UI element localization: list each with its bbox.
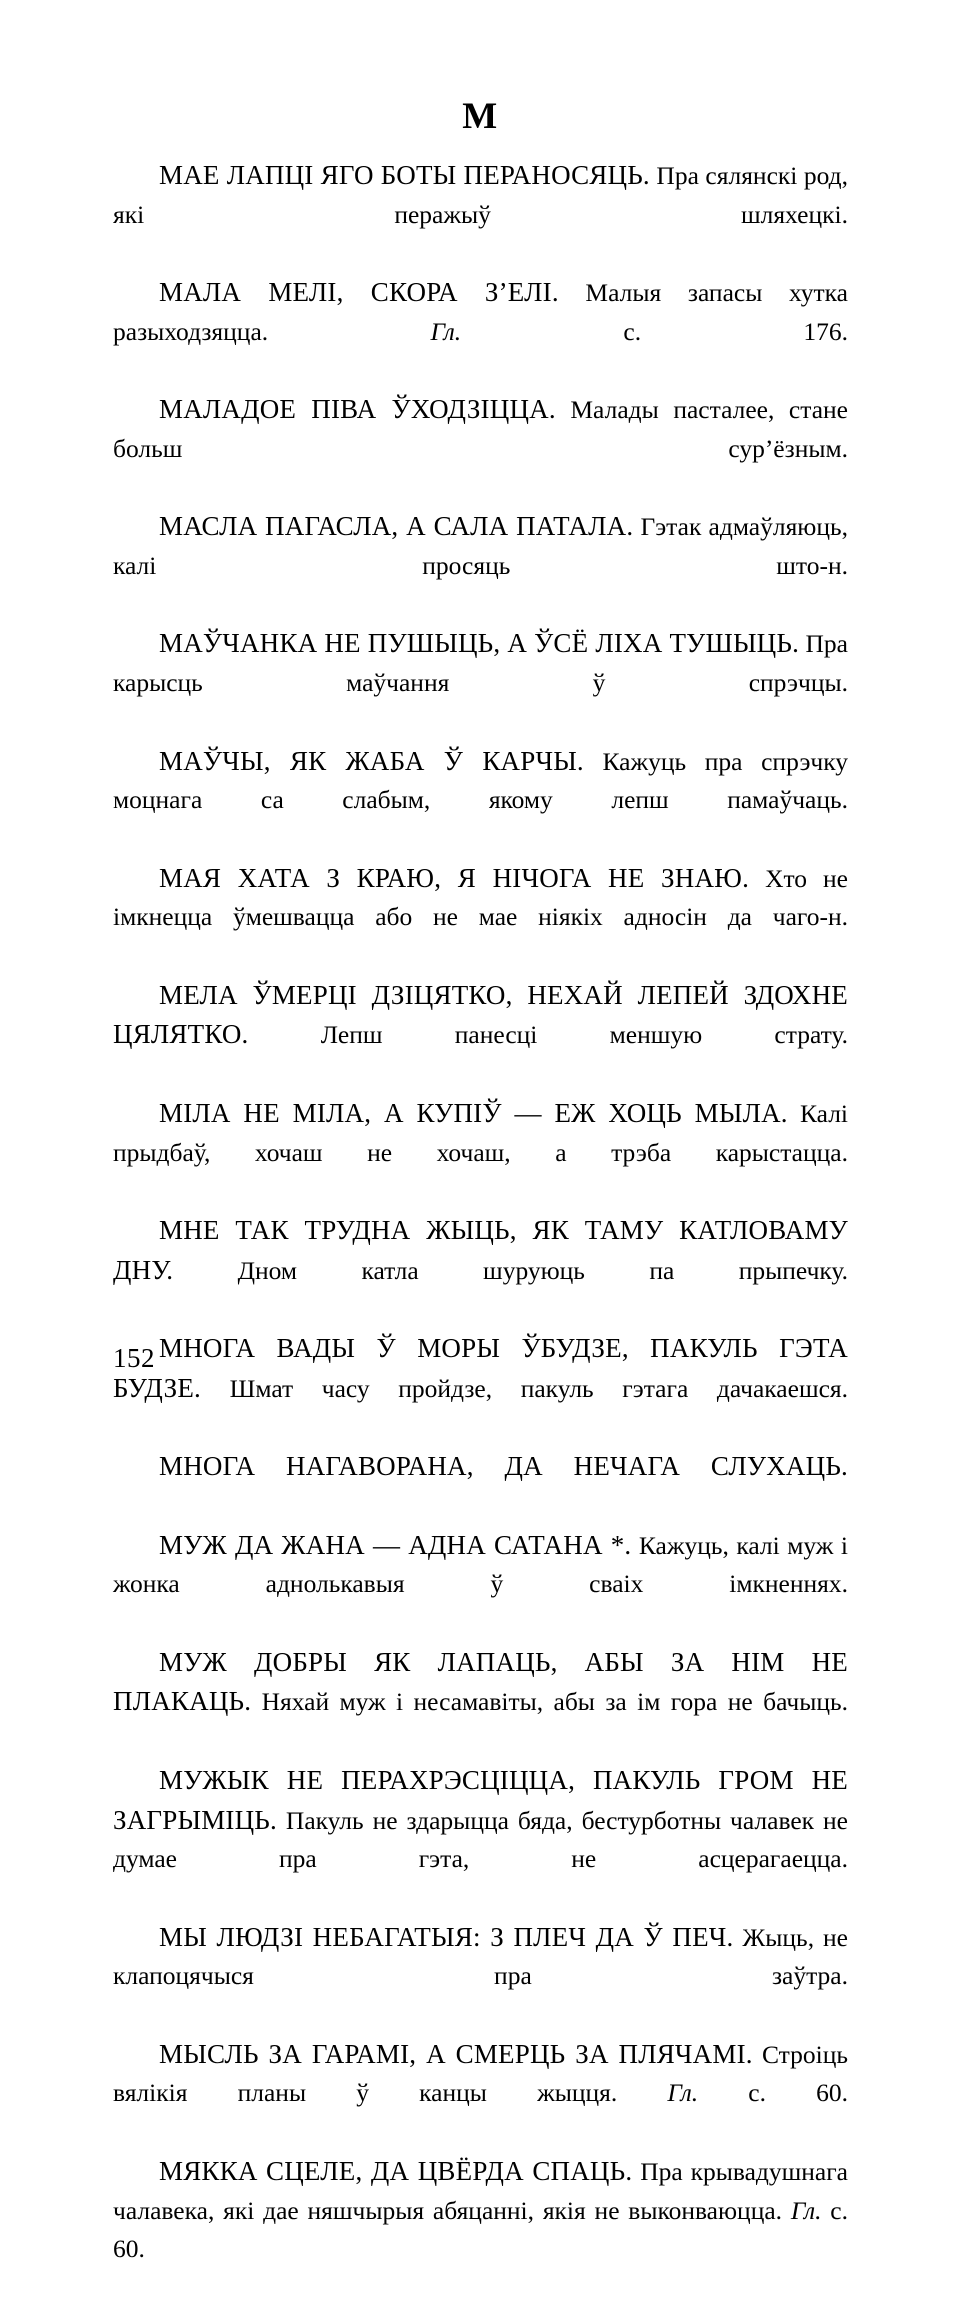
dictionary-entry	[113, 156, 848, 273]
entry-headword: МЫСЛЬ ЗА ГАРАМІ, А СМЕРЦЬ ЗА ПЛЯЧАМІ.	[159, 2038, 753, 2069]
entry-list	[113, 156, 848, 2308]
entry-headword: МАЎЧАНКА НЕ ПУШЫЦЬ, А ЎСЁ ЛІХА ТУШЫЦЬ.	[159, 628, 800, 659]
page-number: 152	[113, 1343, 155, 1373]
section-letter-heading: М	[462, 96, 498, 137]
entry-explanation: Пра карысць маўчання ў спрэчцы.	[113, 629, 848, 698]
entry-explanation: Калі прыдбаў, хочаш не хочаш, а трэба карыстацца.	[113, 1098, 849, 1167]
entry-headword: МНОГА НАГАВОРАНА, ДА НЕЧАГА СЛУХАЦЬ.	[159, 1451, 848, 1482]
dictionary-entry	[113, 1094, 848, 1211]
entry-explanation: Шмат часу пройдзе, пакуль гэтага дачакаешся.	[201, 1373, 848, 1403]
entry-headword: МУЖЫК НЕ ПЕРАХРЭСЦІЦЦА, ПАКУЛЬ ГРОМ НЕ ЗАГРЫМІЦЬ.	[113, 1764, 848, 1835]
dictionary-entry	[113, 624, 848, 741]
entry-explanation: Хто не імкнецца ўмешвацца або не мае ніякіх адносін да чаго-н.	[113, 863, 849, 932]
entry-headword: МЫ ЛЮДЗІ НЕБАГАТЫЯ: З ПЛЕЧ ДА Ў ПЕЧ.	[159, 1921, 734, 1952]
entry-headword: МНОГА ВАДЫ Ў МОРЫ ЎБУДЗЕ, ПАКУЛЬ ГЭТА БУДЗЕ.	[113, 1333, 848, 1403]
dictionary-entry	[113, 1761, 848, 1918]
entry-explanation: Малады пасталее, стане больш сур’ёзным.	[113, 395, 848, 463]
entry-headword: МНЕ ТАК ТРУДНА ЖЫЦЬ, ЯК ТАМУ КАТЛОВАМУ ДНУ.	[113, 1214, 848, 1285]
dictionary-entry	[113, 507, 848, 624]
entry-cross-reference-label: Гл.	[790, 2195, 822, 2225]
entry-explanation: Строіць вялікія планы ў канцы жыцця.	[113, 2039, 848, 2108]
entry-cross-reference-page: с. 60.	[113, 2195, 848, 2264]
entry-cross-reference-label: Гл.	[430, 316, 462, 346]
entry-explanation: Пра сялянскі род, які перажыў шляхецкі.	[113, 161, 848, 229]
entry-headword: МАЕ ЛАПЦІ ЯГО БОТЫ ПЕРАНОСЯЦЬ.	[159, 160, 650, 190]
dictionary-entry	[113, 1918, 848, 2035]
entry-explanation: Малыя запасы хутка разыходзяцца.	[113, 278, 848, 346]
dictionary-entry	[113, 859, 848, 976]
dictionary-entry	[113, 1447, 848, 1525]
entry-explanation: Дном катла шуруюць па прыпечку.	[173, 1255, 848, 1285]
entry-explanation: Пра крывадушнага чалавека, які дае няшчырыя абяцанні, якія не выконваюцца.	[113, 2156, 848, 2225]
entry-cross-reference-page: с. 176.	[461, 316, 848, 346]
dictionary-entry	[113, 2152, 848, 2308]
dictionary-entry	[113, 742, 848, 859]
entry-headword: МАЛАДОЕ ПІВА ЎХОДЗІЦЦА.	[159, 394, 556, 425]
entry-cross-reference-page: с. 60.	[698, 2078, 848, 2108]
dictionary-entry	[113, 976, 848, 1094]
entry-explanation: Кажуць, калі муж і жонка аднолькавыя ў сваіх імкненнях.	[113, 1530, 848, 1599]
entry-headword: МУЖ ДА ЖАНА — АДНА САТАНА *.	[159, 1529, 632, 1560]
entry-headword: МУЖ ДОБРЫ ЯК ЛАПАЦЬ, АБЫ ЗА НІМ НЕ ПЛАКАЦЬ.	[113, 1646, 848, 1717]
entry-headword: МЯККА СЦЕЛЕ, ДА ЦВЁРДА СПАЦЬ.	[159, 2155, 633, 2186]
dictionary-entry	[113, 1526, 848, 1643]
entry-explanation: Лепш панесці меншую страту.	[248, 1020, 848, 1050]
entry-explanation: Пакуль не здарыцца бяда, бестурботны чалавек не думае пра гэта, не асцерагаецца.	[113, 1805, 848, 1874]
entry-explanation: Жыць, не клапоцячыся пра заўтра.	[113, 1922, 848, 1991]
entry-explanation: Няхай муж і несамавіты, абы за ім гора не бачыць.	[251, 1687, 848, 1717]
dictionary-entry	[113, 1329, 848, 1447]
entry-headword: МАСЛА ПАГАСЛА, А САЛА ПАТАЛА.	[159, 511, 634, 542]
dictionary-entry	[113, 273, 848, 390]
entry-headword: МАЯ ХАТА З КРАЮ, Я НІЧОГА НЕ ЗНАЮ.	[159, 862, 750, 893]
dictionary-entry	[113, 390, 848, 507]
entry-headword: МАЛА МЕЛІ, СКОРА З’ЕЛІ.	[159, 277, 559, 308]
dictionary-entry	[113, 1643, 848, 1761]
dictionary-entry	[113, 1211, 848, 1329]
entry-explanation: Гэтак адмаўляюць, калі просяць што-н.	[113, 512, 848, 581]
entry-headword: МАЎЧЫ, ЯК ЖАБА Ў КАРЧЫ.	[159, 745, 584, 776]
entry-explanation: Кажуць пра спрэчку моцнага са слабым, якому лепш памаўчаць.	[113, 746, 848, 815]
dictionary-entry	[113, 2035, 848, 2152]
entry-headword: МЕЛА ЎМЕРЦІ ДЗІЦЯТКО, НЕХАЙ ЛЕПЕЙ ЗДОХНЕ ЦЯЛЯТКО.	[113, 979, 848, 1050]
entry-headword: МІЛА НЕ МІЛА, А КУПІЎ — ЕЖ ХОЦЬ МЫЛА.	[159, 1097, 788, 1128]
entry-cross-reference-label: Гл.	[667, 2078, 699, 2108]
